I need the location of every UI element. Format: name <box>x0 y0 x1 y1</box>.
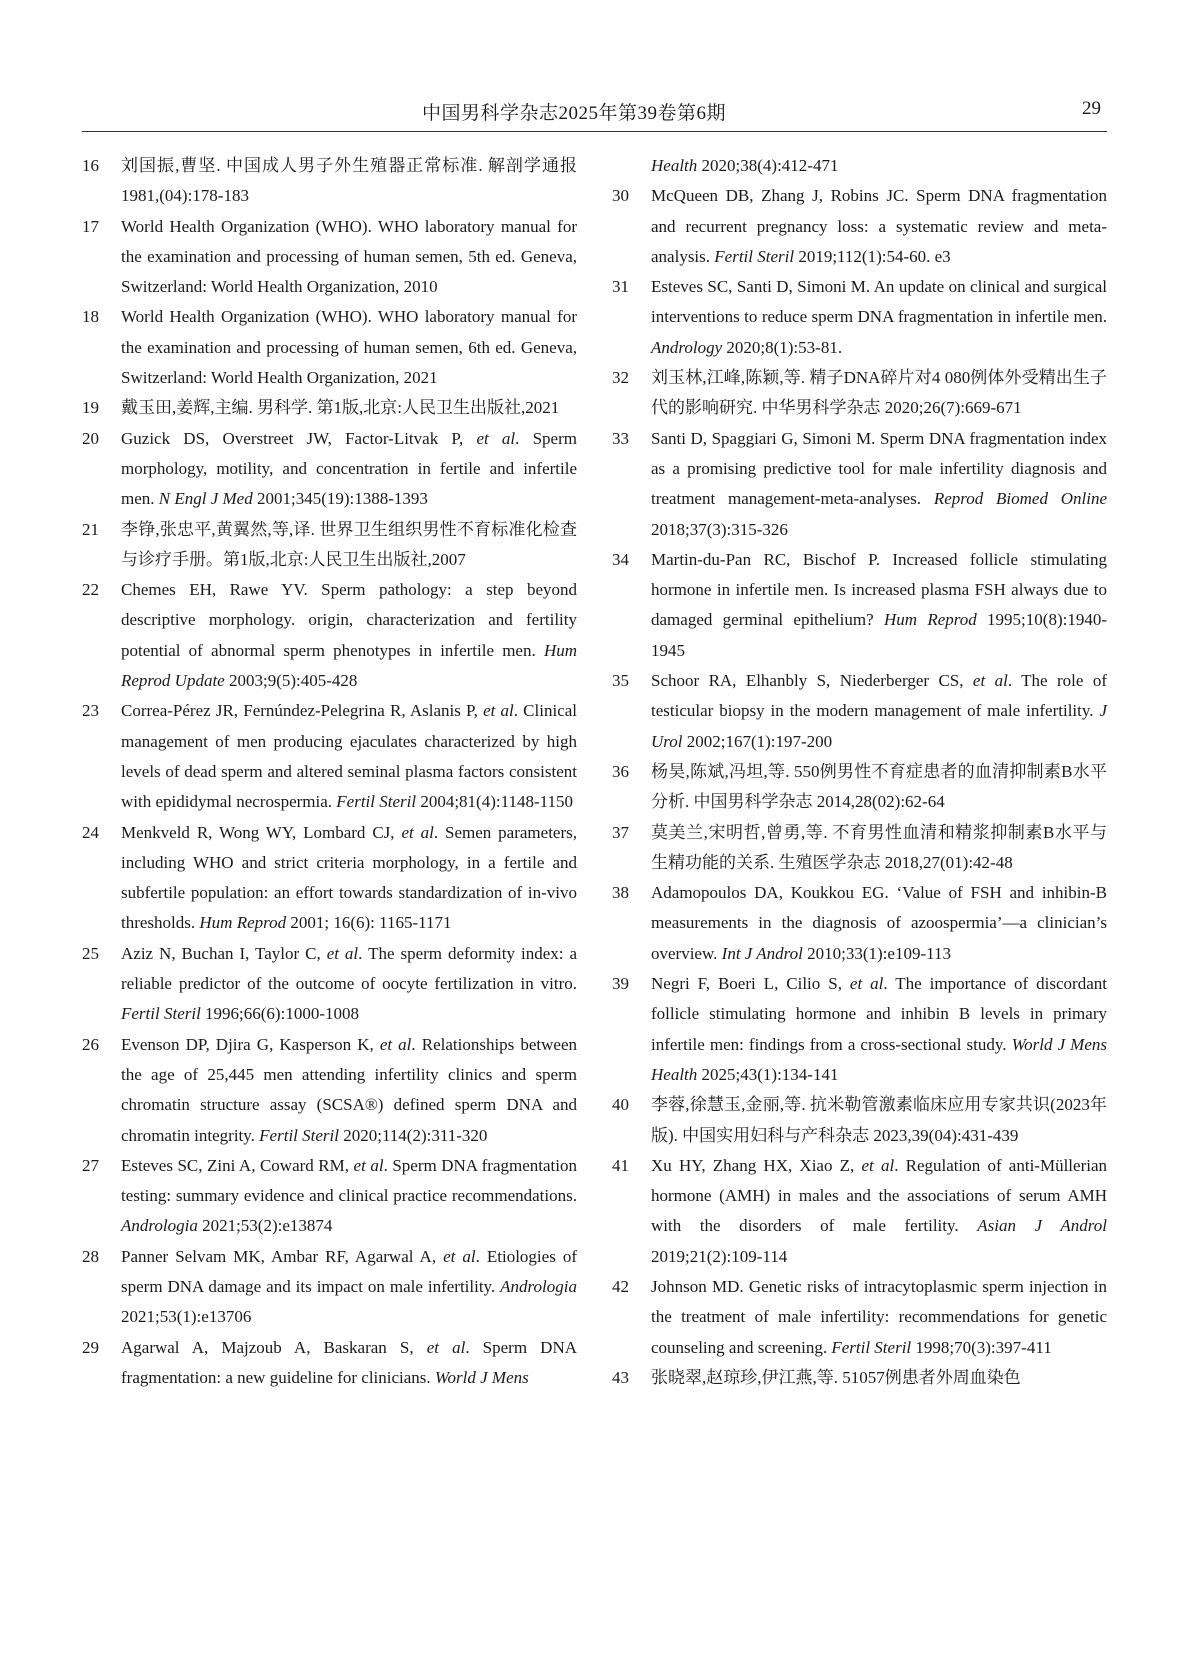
reference-text: . Sperm DNA fragmentation testing: summary evidence and clinical practice recommendations. <box>121 1155 577 1206</box>
reference-italic-text: et al <box>476 428 516 448</box>
reference-body <box>651 424 1107 545</box>
reference-text: 2019;21(2):109-114 <box>651 1246 788 1266</box>
reference-number: 25 <box>82 943 99 963</box>
reference-text: 1996;66(6):1000-1008 <box>200 1004 359 1024</box>
reference-number: 24 <box>82 822 99 842</box>
reference-text: Negri F, Boeri L, Cilio S, <box>651 974 850 994</box>
journal-title: 中国男科学杂志2025年第39卷第6期 <box>422 103 727 124</box>
reference-number: 32 <box>612 368 629 388</box>
reference-italic-text: et al <box>849 974 884 994</box>
reference-text: Correa-Pérez JR, Fernúndez-Pelegrina R, Aslanis P, <box>121 701 484 721</box>
reference-item <box>612 545 1107 666</box>
reference-body <box>651 1363 1107 1393</box>
reference-number: 35 <box>612 671 629 691</box>
reference-italic-text: et al <box>426 1337 466 1357</box>
reference-italic-text: World J Mens Health <box>651 1034 1107 1084</box>
reference-text: 2021;53(2):e13874 <box>197 1216 333 1236</box>
reference-text: Agarwal A, Majzoub A, Baskaran S, <box>121 1337 427 1357</box>
reference-text: 李铮,张忠平,黄翼然,等,译. 世界卫生组织男性不育标准化检查与诊疗手册。第1版,北京:人民卫生出版社,2007 <box>121 519 577 569</box>
reference-text: Aziz N, Buchan I, Taylor C, <box>121 943 327 963</box>
reference-text: Adamopoulos DA, Koukkou EG. ‘Value of FSH and inhibin-B measurements in the diagnosis of azoospermia’—a clinician’s overview. <box>651 883 1107 963</box>
reference-italic-text: Fertil Steril <box>714 246 795 266</box>
reference-italic-text: N Engl J Med <box>158 489 253 509</box>
reference-number: 21 <box>82 519 99 539</box>
reference-italic-text: Fertil Steril <box>831 1337 912 1357</box>
reference-number: 23 <box>82 701 99 721</box>
reference-item <box>82 1333 577 1394</box>
reference-body <box>121 424 577 515</box>
reference-text: Johnson MD. Genetic risks of intracytoplasmic sperm injection in the treatment of male infertility: recommendations for genetic counseling and screening. <box>651 1276 1107 1357</box>
reference-italic-text: Hum Reprod <box>883 610 977 630</box>
references-left-column <box>82 151 577 1393</box>
reference-body <box>121 302 577 393</box>
reference-text: 戴玉田,姜辉,主编. 男科学. 第1版,北京:人民卫生出版社,2021 <box>121 398 560 418</box>
reference-text: 李蓉,徐慧玉,金丽,等. 抗米勒管激素临床应用专家共识(2023年版). 中国实用妇科与产科杂志 2023,39(04):431-439 <box>651 1095 1107 1145</box>
reference-number: 19 <box>82 398 99 418</box>
reference-item <box>612 424 1107 545</box>
reference-italic-text: et al <box>483 701 514 721</box>
reference-body <box>121 1242 577 1333</box>
reference-italic-text: Hum Reprod Update <box>121 640 577 691</box>
reference-text: . Clinical management of men producing ejaculates characterized by high levels of dead sperm and altered seminal plasma factors consistent with epididymal necrospermia. <box>121 701 578 812</box>
reference-text: . Etiologies of sperm DNA damage and its impact on male infertility. <box>121 1246 577 1296</box>
reference-body <box>651 1272 1107 1363</box>
reference-italic-text: World J Mens <box>434 1367 529 1387</box>
reference-body <box>651 363 1107 424</box>
reference-text: 莫美兰,宋明哲,曾勇,等. 不育男性血清和精浆抑制素B水平与生精功能的关系. 生殖医学杂志 2018,27(01):42-48 <box>651 822 1107 872</box>
reference-item <box>612 272 1107 363</box>
reference-number: 43 <box>612 1367 629 1387</box>
page-number: 29 <box>1082 98 1101 119</box>
reference-text: 2004;81(4):1148-1150 <box>416 792 573 812</box>
reference-text: World Health Organization (WHO). WHO laboratory manual for the examination and processing of human semen, 6th ed. Geneva, Switzerland: World Health Organization, 2021 <box>121 307 577 388</box>
reference-item <box>612 757 1107 818</box>
reference-text: 杨昊,陈斌,冯坦,等. 550例男性不育症患者的血清抑制素B水平分析. 中国男科学杂志 2014,28(02):62-64 <box>651 761 1107 812</box>
reference-item <box>82 1151 577 1242</box>
reference-body <box>121 575 577 696</box>
reference-item <box>82 939 577 1030</box>
reference-body <box>121 212 577 303</box>
reference-body <box>651 1151 1107 1272</box>
reference-item <box>82 818 577 939</box>
reference-item <box>82 393 577 423</box>
reference-italic-text: Int J Androl <box>721 943 803 963</box>
reference-text: 2025;43(1):134-141 <box>697 1064 839 1084</box>
reference-text: 2019;112(1):54-60. e3 <box>794 246 951 266</box>
reference-number: 22 <box>82 580 99 600</box>
reference-text: 2001;345(19):1388-1393 <box>252 489 428 509</box>
reference-text: 1995;10(8):1940-1945 <box>651 610 1107 660</box>
reference-body <box>651 666 1107 757</box>
reference-italic-text: Asian J Androl <box>977 1216 1107 1236</box>
reference-body <box>121 515 577 576</box>
reference-item <box>612 1151 1107 1272</box>
reference-text: 刘玉林,江峰,陈颖,等. 精子DNA碎片对4 080例体外受精出生子代的影响研究. 中华男科学杂志 2020;26(7):669-671 <box>651 368 1107 418</box>
reference-text: Esteves SC, Santi D, Simoni M. An update on clinical and surgical interventions to reduce sperm DNA fragmentation in infertile men. <box>651 277 1107 327</box>
reference-body <box>121 818 577 939</box>
reference-text: Xu HY, Zhang HX, Xiao Z, <box>651 1155 862 1175</box>
reference-italic-text: Andrologia <box>121 1216 198 1236</box>
reference-italic-text: et al <box>401 822 434 842</box>
reference-number: 40 <box>612 1095 629 1115</box>
reference-italic-text: Hum Reprod <box>199 913 287 933</box>
reference-number: 27 <box>82 1155 99 1175</box>
reference-text: . The role of testicular biopsy in the modern management of male infertility. <box>651 671 1107 721</box>
reference-item <box>612 969 1107 1090</box>
reference-text: 1998;70(3):397-411 <box>911 1337 1052 1357</box>
reference-text: Panner Selvam MK, Ambar RF, Agarwal A, <box>121 1246 444 1266</box>
reference-number: 17 <box>82 216 99 236</box>
reference-body <box>121 939 577 1030</box>
reference-text: Menkveld R, Wong WY, Lombard CJ, <box>121 822 402 842</box>
reference-body <box>651 545 1107 666</box>
reference-item <box>612 878 1107 969</box>
reference-item <box>612 363 1107 424</box>
reference-number: 41 <box>612 1155 629 1175</box>
reference-body <box>121 1333 577 1394</box>
reference-number: 33 <box>612 428 629 448</box>
reference-italic-text: et al <box>972 671 1008 691</box>
reference-italic-text: et al <box>861 1155 895 1175</box>
reference-text: . Sperm DNA fragmentation: a new guideline for clinicians. <box>121 1337 578 1387</box>
reference-italic-text: Fertil Steril <box>121 1004 201 1024</box>
reference-item <box>82 515 577 576</box>
reference-text: Evenson DP, Djira G, Kasperson K, <box>121 1034 380 1054</box>
reference-item <box>82 424 577 515</box>
reference-body <box>651 181 1107 272</box>
reference-number: 28 <box>82 1246 99 1266</box>
reference-text: 2020;114(2):311-320 <box>338 1125 488 1145</box>
reference-italic-text: Fertil Steril <box>259 1125 339 1145</box>
reference-number: 42 <box>612 1276 629 1296</box>
reference-number: 26 <box>82 1034 99 1054</box>
reference-body <box>121 1030 577 1151</box>
reference-number: 16 <box>82 156 99 175</box>
reference-text: . Semen parameters, including WHO and strict criteria morphology, in a fertile and subfertile population: an effort towards standardization of in-vivo thresholds. <box>121 822 577 933</box>
reference-text: 2002;167(1):197-200 <box>682 731 833 751</box>
reference-text: Schoor RA, Elhanbly S, Niederberger CS, <box>651 671 973 691</box>
reference-29-continuation <box>612 151 1107 181</box>
reference-text: . The sperm deformity index: a reliable predictor of the outcome of oocyte fertilization in vitro. <box>121 943 577 994</box>
reference-body <box>651 818 1107 879</box>
reference-text: . Relationships between the age of 25,445 men attending infertility clinics and sperm chromatin structure assay (SCSA®) defined sperm DNA and chromatin integrity. <box>121 1034 577 1145</box>
reference-italic-text: et al <box>379 1034 412 1054</box>
reference-item <box>612 666 1107 757</box>
reference-number: 20 <box>82 428 99 448</box>
reference-number: 37 <box>612 822 629 842</box>
reference-item <box>82 302 577 393</box>
reference-body <box>121 696 577 817</box>
reference-text: World Health Organization (WHO). WHO laboratory manual for the examination and processing of human semen, 5th ed. Geneva, Switzerland: World Health Organization, 2010 <box>121 216 577 297</box>
reference-italic-text: et al <box>326 943 359 963</box>
reference-text: 2020;38(4):412-471 <box>697 156 839 175</box>
reference-italic-text: Fertil Steril <box>336 792 417 812</box>
reference-text: 2010;33(1):e109-113 <box>802 943 951 963</box>
reference-body <box>121 151 577 212</box>
reference-number: 31 <box>612 277 629 297</box>
reference-text: 2001; 16(6): 1165-1171 <box>286 913 452 933</box>
reference-text: Esteves SC, Zini A, Coward RM, <box>121 1155 354 1175</box>
reference-text: Chemes EH, Rawe YV. Sperm pathology: a step beyond descriptive morphology. origin, characterization and fertility potential of abnormal sperm phenotypes in infertile men. <box>121 580 577 660</box>
reference-text: 2018;37(3):315-326 <box>651 519 788 539</box>
reference-number: 30 <box>612 186 629 206</box>
reference-italic-text: Reprod Biomed Online <box>933 489 1107 509</box>
reference-number: 18 <box>82 307 99 327</box>
reference-item <box>82 696 577 817</box>
reference-text: . Sperm morphology, motility, and concentration in fertile and infertile men. <box>121 428 577 509</box>
reference-body <box>121 393 577 423</box>
reference-item <box>612 1090 1107 1151</box>
reference-item <box>82 1030 577 1151</box>
reference-text: 张晓翠,赵琼珍,伊江燕,等. 51057例患者外周血染色 <box>651 1367 1021 1387</box>
reference-number: 39 <box>612 974 629 994</box>
reference-italic-text: et al <box>443 1246 476 1266</box>
reference-item <box>612 1363 1107 1393</box>
reference-item <box>82 1242 577 1333</box>
reference-body <box>651 272 1107 363</box>
reference-number: 36 <box>612 761 629 781</box>
reference-item <box>612 818 1107 879</box>
reference-text: Guzick DS, Overstreet JW, Factor-Litvak P, <box>121 428 477 448</box>
references-right-column <box>612 151 1107 1393</box>
reference-text: McQueen DB, Zhang J, Robins JC. Sperm DNA fragmentation and recurrent pregnancy loss: a systematic review and meta-analysis. <box>651 186 1107 266</box>
reference-body <box>651 878 1107 969</box>
reference-text: 2003;9(5):405-428 <box>224 671 358 691</box>
reference-item <box>82 212 577 303</box>
reference-italic-text: Andrology <box>651 337 723 357</box>
reference-body <box>651 757 1107 818</box>
reference-text: 2020;8(1):53-81. <box>722 337 843 357</box>
reference-body <box>651 1090 1107 1151</box>
reference-item <box>82 151 577 212</box>
reference-text: 2021;53(1):e13706 <box>121 1307 252 1327</box>
reference-text: 刘国振,曹坚. 中国成人男子外生殖器正常标准. 解剖学通报 1981,(04):178-183 <box>121 156 577 206</box>
reference-number: 29 <box>82 1337 99 1357</box>
reference-body <box>121 1151 577 1242</box>
reference-text: . Regulation of anti-Müllerian hormone (AMH) in males and the associations of serum AMH with the disorders of male fertility. <box>651 1155 1107 1236</box>
reference-italic-text: et al <box>353 1155 384 1175</box>
reference-item <box>82 575 577 696</box>
reference-number: 38 <box>612 883 629 903</box>
reference-item <box>612 1272 1107 1363</box>
reference-number: 34 <box>612 549 629 569</box>
reference-item <box>612 181 1107 272</box>
reference-text: Santi D, Spaggiari G, Simoni M. Sperm DNA fragmentation index as a promising predictive tool for male infertility diagnosis and treatment management-meta-analyses. <box>651 428 1107 509</box>
reference-text: . The importance of discordant follicle stimulating hormone and inhibin B levels in primary infertile men: findings from a cross-sectional study. <box>651 974 1107 1054</box>
reference-italic-text: Health <box>651 156 698 175</box>
reference-italic-text: Andrologia <box>500 1276 577 1296</box>
header-rule <box>82 131 1107 132</box>
reference-text: Martin-du-Pan RC, Bischof P. Increased follicle stimulating hormone in infertile men. Is increased plasma FSH always due to damaged germinal epithelium? <box>651 549 1107 630</box>
page-header <box>82 98 1107 128</box>
reference-body <box>651 969 1107 1090</box>
reference-italic-text: J Urol <box>651 701 1107 751</box>
